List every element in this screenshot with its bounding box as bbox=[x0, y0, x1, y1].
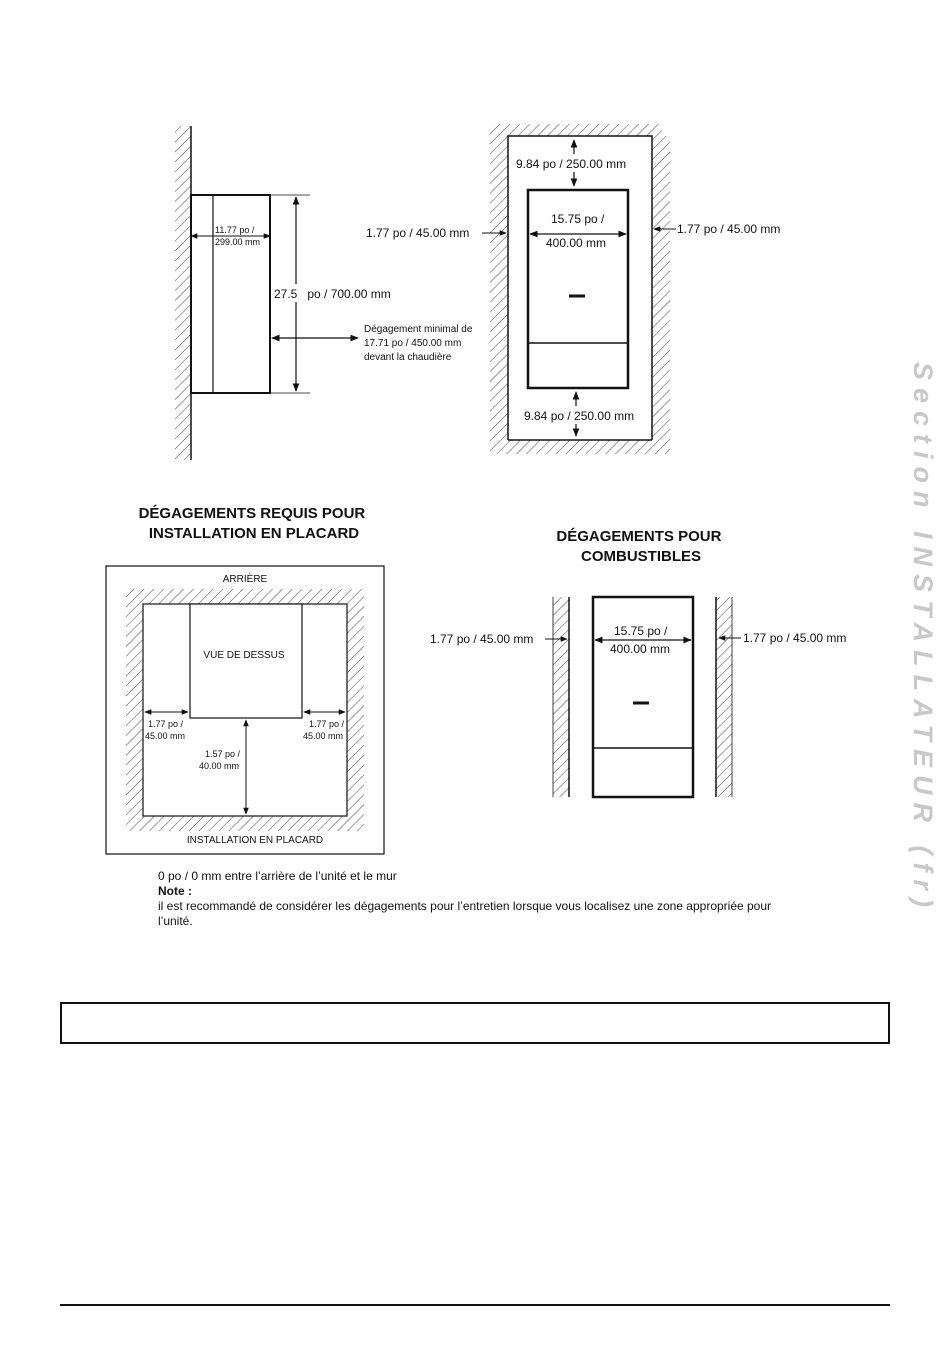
note-text: il est recommandé de considérer les dégagements pour l’entretien lorsque vous localisez une zone appropriée pour l’unité. bbox=[158, 899, 772, 928]
footer-rule bbox=[60, 1304, 890, 1306]
top-right-label: 1.77 po / 45.00 mm bbox=[303, 719, 345, 741]
top-front-label: 1.57 po / 40.00 mm bbox=[199, 749, 241, 771]
front-top-label: 9.84 po / 250.00 mm bbox=[516, 157, 627, 171]
side-height-label: 27.5 po / 700.00 mm bbox=[274, 287, 391, 301]
note-label: Note : bbox=[158, 884, 192, 898]
combustibles-right-label: 1.77 po / 45.00 mm bbox=[743, 631, 847, 645]
notice-box bbox=[60, 1002, 890, 1044]
combustibles-width-label: 15.75 po / 400.00 mm bbox=[610, 624, 671, 656]
combustibles-figure bbox=[430, 597, 846, 797]
wall-hatch bbox=[175, 126, 191, 460]
combustibles-left-label: 1.77 po / 45.00 mm bbox=[430, 632, 534, 646]
front-bottom-label: 9.84 po / 250.00 mm bbox=[524, 409, 635, 423]
top-left-label: 1.77 po / 45.00 mm bbox=[145, 719, 186, 741]
front-left-label: 1.77 po / 45.00 mm bbox=[366, 226, 470, 240]
front-right-label: 1.77 po / 45.00 mm bbox=[677, 222, 781, 236]
side-view-figure bbox=[175, 126, 475, 460]
top-view-title: VUE DE DESSUS bbox=[203, 650, 285, 661]
clearance-notes bbox=[158, 869, 778, 929]
front-width-label: 15.75 po / 400.00 mm bbox=[546, 212, 607, 250]
side-section-text: Section INSTALLATEUR (fr) bbox=[908, 362, 938, 915]
front-clearance-label: Dégagement minimal de 17.71 po / 450.00 mm devant la chaudière bbox=[364, 324, 473, 363]
top-back-label: ARRIÈRE bbox=[222, 574, 268, 585]
combustibles-heading: DÉGAGEMENTS POUR COMBUSTIBLES bbox=[556, 528, 722, 565]
top-view-figure bbox=[106, 566, 384, 854]
top-view-caption: INSTALLATION EN PLACARD bbox=[186, 835, 324, 846]
front-view-figure bbox=[366, 124, 780, 454]
closet-heading: DÉGAGEMENTS REQUIS POUR INSTALLATION EN PLACARD bbox=[138, 505, 366, 542]
rear-clearance-note: 0 po / 0 mm entre l’arrière de l’unité et le mur bbox=[158, 869, 397, 883]
side-depth-label: 11.77 po / 299.00 mm bbox=[215, 225, 261, 247]
